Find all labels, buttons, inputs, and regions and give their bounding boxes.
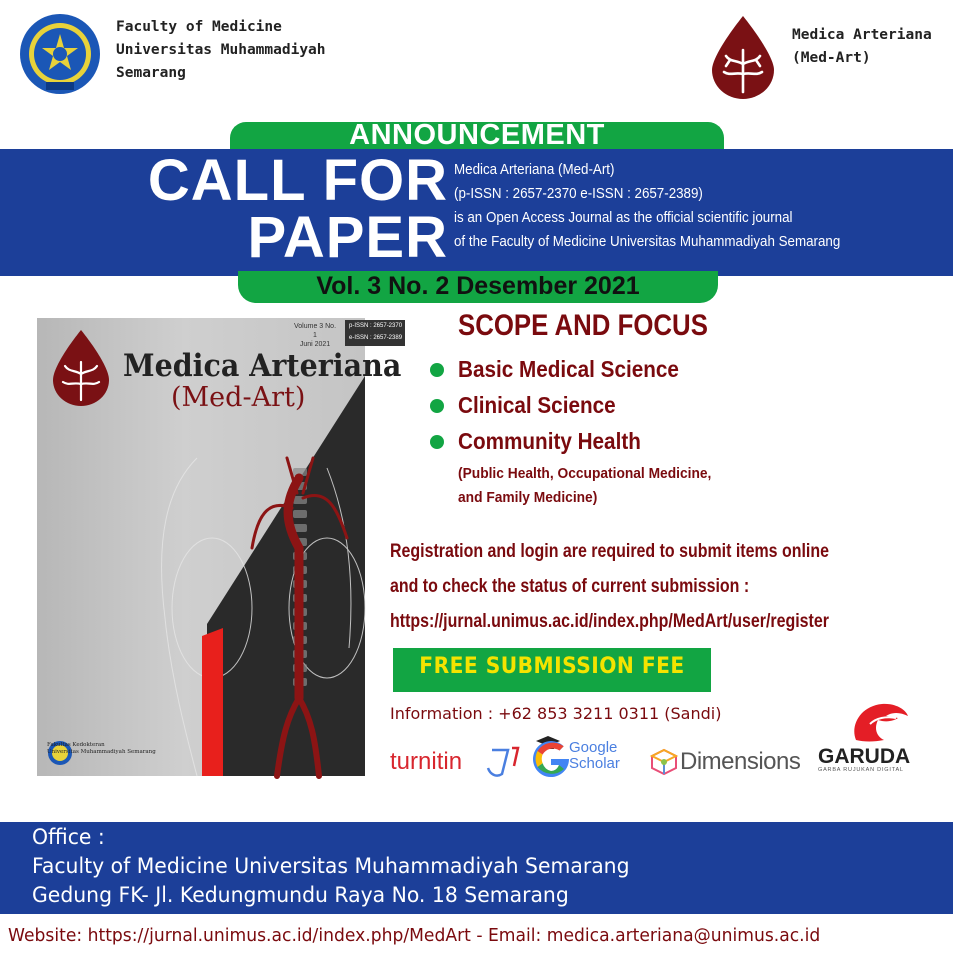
registration-link[interactable]: https://jurnal.unimus.ac.id/index.php/MedArt/user/register	[390, 611, 829, 632]
description-line: Medica Arteriana (Med-Art)	[454, 161, 615, 178]
bullet-dot-icon	[430, 399, 444, 413]
scope-note-line: and Family Medicine)	[458, 490, 598, 506]
garuda-tagline: GARBA RUJUKAN DIGITAL	[818, 767, 904, 773]
call-line: CALL FOR	[147, 148, 448, 213]
journal-name	[792, 24, 932, 70]
turnitin-mark-icon	[484, 744, 522, 780]
cover-subtitle: (Med-Art)	[171, 382, 306, 413]
office-address	[32, 823, 630, 910]
website-email-footer[interactable]: Website: https://jurnal.unimus.ac.id/index.php/MedArt - Email: medica.arteriana@unimus.ac.id	[8, 926, 821, 946]
scope-item: Clinical Science	[458, 392, 616, 418]
dimensions-cube-icon	[650, 748, 678, 776]
scope-note	[458, 462, 711, 510]
bullet-dot-icon	[430, 363, 444, 377]
volume-issue: Vol. 3 No. 2 Desember 2021	[316, 272, 640, 300]
cover-footer	[47, 742, 156, 756]
medica-arteriana-drop-logo	[708, 14, 778, 100]
scope-item: Basic Medical Science	[458, 356, 679, 382]
registration-line: and to check the status of current submission :	[390, 576, 750, 597]
free-fee-label: FREE SUBMISSION FEE	[419, 654, 685, 679]
faculty-line: Universitas Muhammadiyah	[116, 42, 326, 58]
google-g-icon	[531, 738, 571, 778]
office-line: Office :	[32, 825, 105, 849]
cover-volume-line: Juni 2021	[299, 341, 331, 348]
journal-line: (Med-Art)	[792, 50, 871, 66]
scope-title: SCOPE AND FOCUS	[458, 309, 708, 342]
google-scholar-logo	[569, 740, 620, 772]
google-scholar-line: Google	[569, 739, 618, 756]
journal-line: Medica Arteriana	[792, 27, 932, 43]
dimensions-logo: Dimensions	[680, 748, 801, 775]
description-line: of the Faculty of Medicine Universitas Muhammadiyah Semarang	[454, 233, 841, 250]
google-scholar-line: Scholar	[569, 755, 620, 772]
cover-issn-box	[345, 320, 405, 346]
journal-cover-image	[37, 318, 403, 776]
turnitin-logo	[390, 748, 462, 776]
cover-footer-line: Fakultas Kedokteran	[47, 742, 105, 748]
office-line: Faculty of Medicine Universitas Muhammadiyah Semarang	[32, 854, 630, 878]
cover-issn-line: p-ISSN : 2657-2370	[349, 323, 403, 329]
cover-volume	[292, 322, 338, 349]
scope-item: Community Health	[458, 428, 641, 454]
call-for-paper-heading	[90, 148, 448, 270]
faculty-name	[116, 16, 326, 85]
university-seal-logo	[18, 12, 102, 96]
cover-volume-line: Volume 3 No. 1	[293, 323, 337, 339]
registration-line: Registration and login are required to submit items online	[390, 541, 829, 562]
cover-issn-line: e-ISSN : 2657-2389	[349, 335, 403, 341]
turnitin-label: turnitin	[390, 748, 463, 775]
bullet-dot-icon	[430, 435, 444, 449]
office-line: Gedung FK- Jl. Kedungmundu Raya No. 18 Semarang	[32, 883, 569, 907]
contact-information: Information : +62 853 3211 0311 (Sandi)	[390, 704, 722, 723]
description-line: (p-ISSN : 2657-2370 e-ISSN : 2657-2389)	[454, 185, 703, 202]
cover-title: Medica Arteriana	[123, 348, 402, 384]
call-line: PAPER	[247, 205, 448, 270]
faculty-line: Semarang	[116, 65, 186, 81]
description-line: is an Open Access Journal as the official scientific journal	[454, 209, 793, 226]
garuda-bird-icon	[846, 700, 910, 750]
faculty-line: Faculty of Medicine	[116, 19, 282, 35]
garuda-logo: GARUDA	[818, 745, 911, 768]
registration-text	[390, 534, 829, 639]
cover-footer-line: Universitas Muhammadiyah Semarang	[47, 749, 156, 755]
journal-description	[454, 158, 840, 254]
announcement-title: ANNOUNCEMENT	[349, 119, 605, 151]
scope-note-line: (Public Health, Occupational Medicine,	[458, 466, 712, 482]
